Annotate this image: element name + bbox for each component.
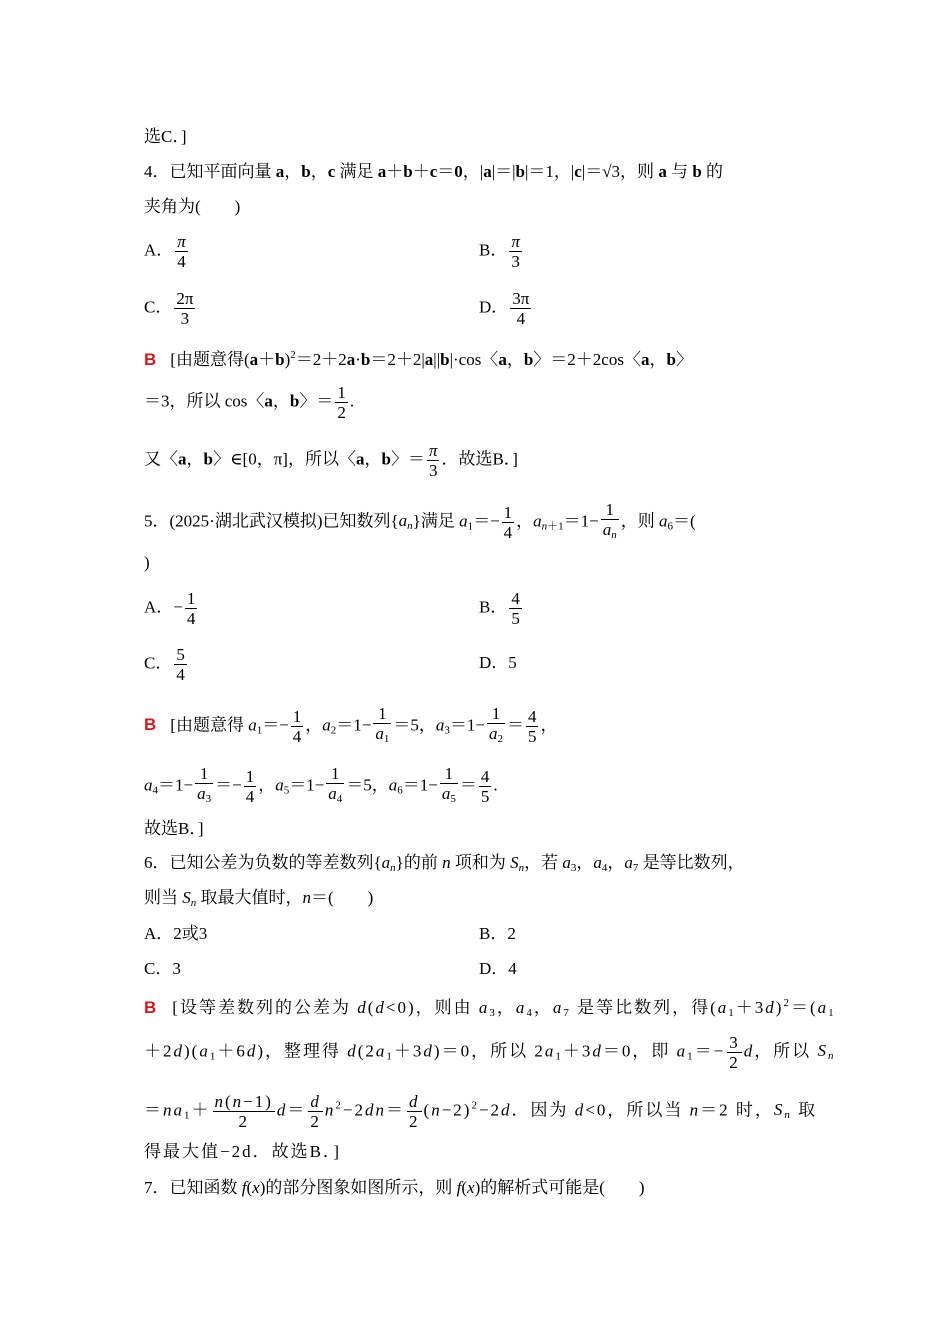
q5-option-a: A．− $\frac{1}{4}$ [144, 589, 196, 628]
q4-option-a: A． $\frac{\pi}{4}$ [144, 232, 186, 271]
q4-stem-line1: 4．已知平面向量 a，b，c 满足 a＋b＋c＝0，|a|＝|b|＝1，|c|＝√3，则 a 与 b 的 [144, 162, 724, 181]
q6-stem-line2: 则当 $S_n$ 取最大值时，n＝( ) [144, 888, 374, 909]
q5-stem-line2: ) [144, 553, 150, 572]
q6-stem-line1: 6．已知公差为负数的等差数列$\{a_n\}$的前 n 项和为 $S_n$，若 $a_3$，$a_4$，$a_7$ 是等比数列， [144, 853, 745, 874]
q4-solution-line3: 又〈a，b〉∈[0，π]，所以〈a，b〉＝ $\frac{\pi}{3}$ ．故选B．] [144, 441, 518, 480]
q4-stem-line2: 夹角为( ) [144, 197, 241, 216]
q7-stem: 7．已知函数 f(x)的部分图象如图所示，则 f(x)的解析式可能是( ) [144, 1178, 645, 1197]
q5-answer-letter: B [144, 715, 157, 735]
q6-option-c: C．3 [144, 959, 181, 978]
q5-option-b: B． $\frac{4}{5}$ [479, 589, 520, 628]
q5-stem-line1: 5．(2025·湖北武汉模拟)已知数列$\{a_n\}$满足 $a_1=-$ $\frac{1}{4}$ ，$a_{n+1}=1-$ $\frac{1}{a_n}$ ，则 $a_6=$( [144, 500, 696, 542]
q6-solution-line2: $+2d)(a_1+6d)$，整理得 $d(2a_1+3d)=0$，所以 $2a_1+3d=0$，即 $a_1=-$ $\frac{3}{2}$ d，所以 $S_n$ [144, 1033, 836, 1072]
q4-answer-letter: B [144, 350, 157, 369]
q6-solution-line4: 得最大值−2d．故选B．] [144, 1142, 342, 1161]
q5-solution-line3: 故选B．] [144, 819, 204, 838]
q5-option-d: D．5 [479, 653, 517, 672]
q5-option-c: C． $\frac{5}{4}$ [144, 645, 185, 684]
q4-solution-line2: ＝3，所以 cos〈a，b〉＝ $\frac{1}{2}$ . [144, 383, 355, 422]
q6-solution-line3: $=na_1+$ $\frac{n(n-1)}{2}$ d＝ $\frac{d}{2}$ $n^2-2dn=$ $\frac{d}{2}$ $(n-2)^2-2d$．因为 d<0，所以当 n＝2 时，$S_n$ 取 [144, 1092, 818, 1131]
q4-option-b: B． $\frac{\pi}{3}$ [479, 232, 520, 271]
q6-option-d: D．4 [479, 959, 517, 978]
q6-option-b: B．2 [479, 924, 516, 943]
q4-solution-line1: B [由题意得$(a+b)^2=2+2a\cdot b=2+2|a||b|\cdot\cos$〈a，b〉＝2＋2cos〈a，b〉 [144, 349, 693, 369]
q6-option-a: A．2或3 [144, 924, 208, 943]
q4-option-d: D． $\frac{3\pi}{4}$ [479, 289, 530, 328]
q5-solution-line1: B [由题意得 $a_1=-$ $\frac{1}{4}$ ，$a_2=1-$ $\frac{1}{a_1}$ ＝5，$a_3=1-$ $\frac{1}{a_2}$ ＝ $\frac{4}{5}$ ， [144, 704, 558, 746]
q6-solution-line1: B [设等差数列的公差为 d(d<0)，则由 $a_3$，$a_4$，$a_7$ 是等比数列，得$(a_1+3d)^2=(a_1$ [144, 997, 836, 1019]
q6-answer-letter: B [144, 998, 159, 1017]
q5-solution-line2: $a_4=1-$ $\frac{1}{a_3}$ ＝− $\frac{1}{4}$ ，$a_5=1-$ $\frac{1}{a_4}$ ＝5，$a_6=1-$ $\frac{1}{a_5}$ ＝ $\frac{4}{5}$ . [144, 764, 498, 806]
q4-option-c: C． $\frac{2\pi}{3}$ [144, 289, 194, 328]
prev-answer-tail: 选C．] [144, 127, 187, 146]
